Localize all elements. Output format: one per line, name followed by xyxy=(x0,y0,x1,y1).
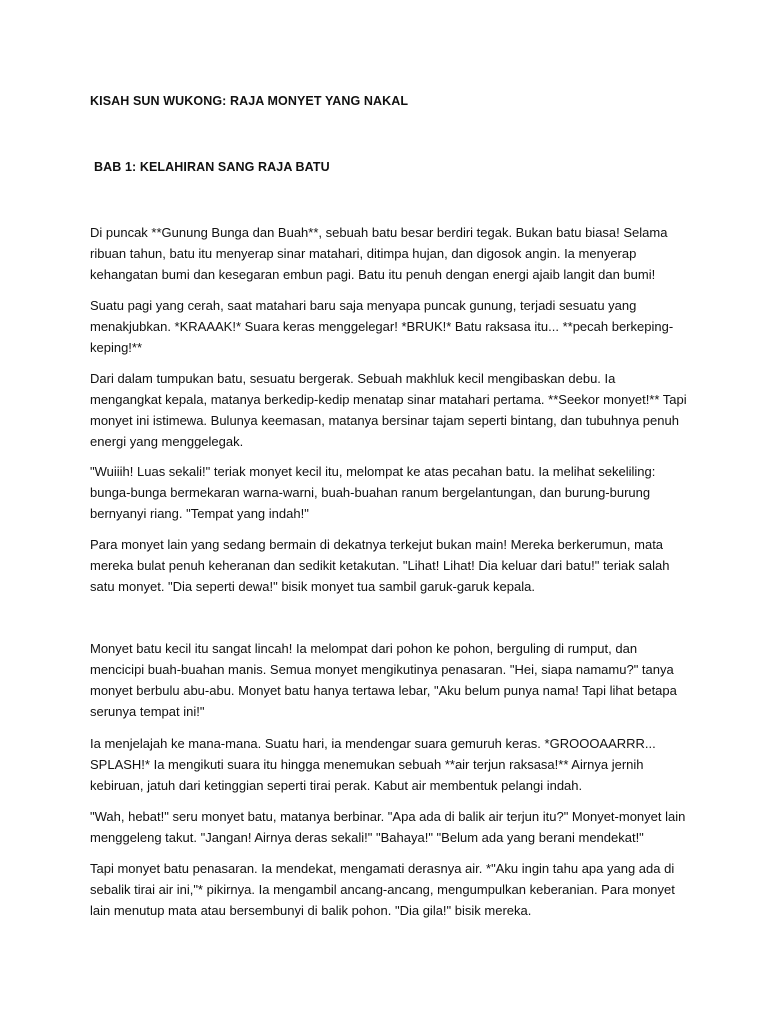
document-title: KISAH SUN WUKONG: RAJA MONYET YANG NAKAL xyxy=(90,94,409,108)
paragraph: "Wah, hebat!" seru monyet batu, matanya berbinar. "Apa ada di balik air terjun itu?" Monyet-monyet lain menggeleng takut. "Jangan! Airnya deras sekali!" "Bahaya!" "Belum ada yang berani mendekat!" xyxy=(90,809,686,845)
paragraph: Ia menjelajah ke mana-mana. Suatu hari, ia mendengar suara gemuruh keras. *GROOOAARRR... SPLASH!* Ia mengikuti suara itu hingga menemukan sebuah **air terjun raksasa!** Airnya jernih kebiruan, jatuh dari ketinggian seperti tirai perak. Kabut air membentuk pelangi indah. xyxy=(90,736,656,793)
paragraph: Dari dalam tumpukan batu, sesuatu bergerak. Sebuah makhluk kecil mengibaskan debu. Ia mengangkat kepala, matanya berkedip-kedip menatap sinar matahari pertama. **Seekor monyet!** Tapi monyet ini istimewa. Bulunya keemasan, matanya bersinar tajam seperti bintang, dan tubuhnya penuh energi yang menggelegak. xyxy=(90,371,687,449)
paragraph: Monyet batu kecil itu sangat lincah! Ia melompat dari pohon ke pohon, berguling di rumput, dan mencicipi buah-buahan manis. Semua monyet mengikutinya penasaran. "Hei, siapa namamu?" tanya monyet berbulu abu-abu. Monyet batu hanya tertawa lebar, "Aku belum punya nama! Tapi lihat betapa serunya tempat ini!" xyxy=(90,641,677,719)
paragraph: Tapi monyet batu penasaran. Ia mendekat, mengamati derasnya air. *"Aku ingin tahu apa yang ada di sebalik tirai air ini,"* pikirnya. Ia mengambil ancang-ancang, mengumpulkan keberanian. Para monyet lain menutup mata atau bersembunyi di balik pohon. "Dia gila!" bisik mereka. xyxy=(90,861,675,918)
paragraph: Para monyet lain yang sedang bermain di dekatnya terkejut bukan main! Mereka berkerumun, mata mereka bulat penuh keheranan dan sedikit ketakutan. "Lihat! Lihat! Dia keluar dari batu!" teriak salah satu monyet. "Dia seperti dewa!" bisik monyet tua sambil garuk-garuk kepala. xyxy=(90,537,670,594)
paragraph: Suatu pagi yang cerah, saat matahari baru saja menyapa puncak gunung, terjadi sesuatu yang menakjubkan. *KRAAAK!* Suara keras menggelegar! *BRUK!* Batu raksasa itu... **pecah berkeping-keping!** xyxy=(90,298,674,355)
paragraph: Di puncak **Gunung Bunga dan Buah**, sebuah batu besar berdiri tegak. Bukan batu biasa! Selama ribuan tahun, batu itu menyerap sinar matahari, ditimpa hujan, dan digosok angin. Ia menyerap kehangatan bumi dan kesegaran embun pagi. Batu itu penuh dengan energi ajaib langit dan bumi! xyxy=(90,225,668,282)
paragraph: "Wuiiih! Luas sekali!" teriak monyet kecil itu, melompat ke atas pecahan batu. Ia melihat sekeliling: bunga-bunga bermekaran warna-warni, buah-buahan ranum bergelantungan, dan burung-burung bernyanyi riang. "Tempat yang indah!" xyxy=(90,464,656,521)
chapter-title: BAB 1: KELAHIRAN SANG RAJA BATU xyxy=(94,160,330,174)
